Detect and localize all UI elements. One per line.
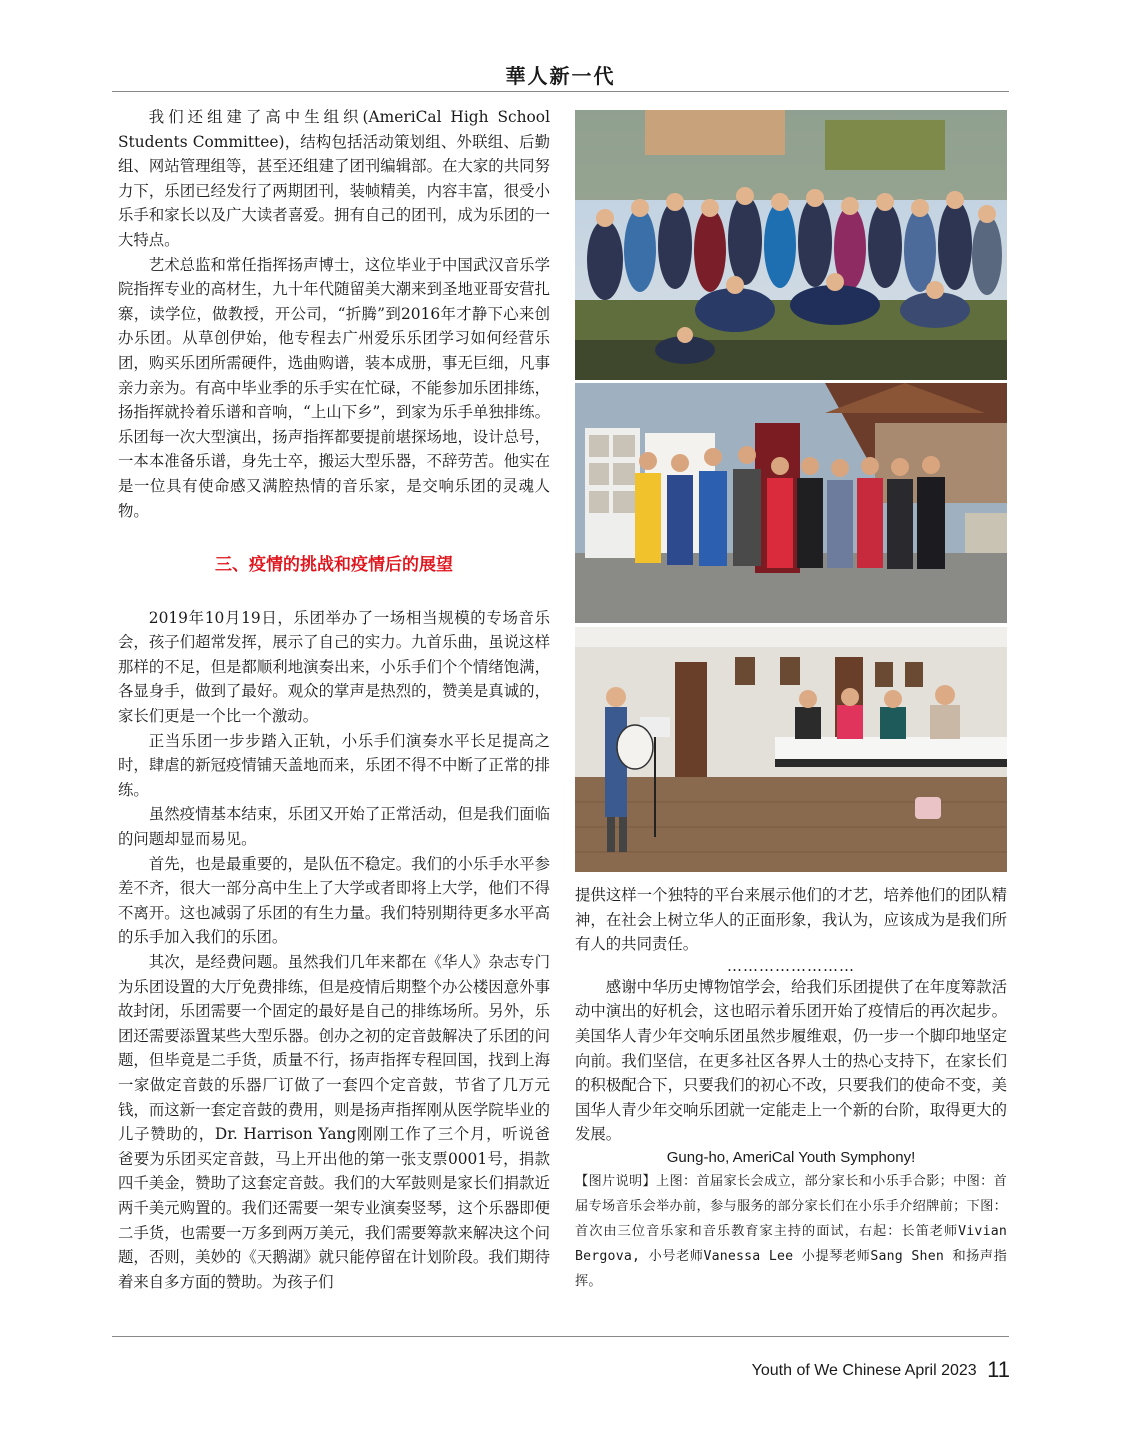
footer-divider bbox=[112, 1336, 1009, 1337]
header-divider bbox=[112, 91, 1009, 92]
page-header-title: 華人新一代 bbox=[505, 64, 616, 88]
group-photo-outdoor-icon bbox=[575, 110, 1007, 380]
page-number: 11 bbox=[987, 1357, 1010, 1382]
page-footer bbox=[720, 1357, 1010, 1383]
paragraph: 其次，是经费问题。虽然我们几年来都在《华人》杂志专门为乐团设置的大厅免费排练，但是疫情后期整个办公楼因意外事故封闭，乐团需要一个固定的最好是自己的排练场所。另外，乐团还需要添置某些大型乐器。创办之初的定音鼓解决了乐团的问题，但毕竟是二手货，质量不行，扬声指挥专程回国，找到上海一家做定音鼓的乐器厂订做了一套四个定音鼓，节省了几万元钱，而这新一套定音鼓的费用，则是扬声指挥刚从医学院毕业的儿子赞助的，Dr. Harrison Yang刚刚工作了三个月，听说爸爸要为乐团买定音鼓，马上开出他的第一张支票0001号，捐款四千美金，赞助了这套定音鼓。我们的大军鼓则是家长们捐款近两千美元购置的。我们还需要一架专业演奏竖琴，这个乐器即便二手货，也需要一万多到两万美元，我们需要筹款来解决这个问题，否则，美妙的《天鹅湖》就只能停留在计划阶段。我们期待着来自多方面的赞助。为孩子们 bbox=[118, 953, 550, 1291]
group-photo-exhibit-icon bbox=[575, 383, 1007, 623]
paragraph: 艺术总监和常任指挥扬声博士，这位毕业于中国武汉音乐学院指挥专业的高材生，九十年代随留美大潮来到圣地亚哥安营扎寨，读学位，做教授，开公司，“折腾”到2016年才静下心来创办乐团。从草创伊始，他专程去广州爱乐乐团学习如何经营乐团，购买乐团所需硬件，选曲购谱，装本成册，事无巨细，凡事亲力亲为。有高中毕业季的乐手实在忙碌，不能参加乐团排练，扬指挥就拎着乐谱和音响，“上山下乡”，到家为乐手单独排练。乐团每一次大型演出，扬声指挥都要提前堪探场地，设计总号，一本本准备乐谱，身先士卒，搬运大型乐器，不辞劳苦。他实在是一位具有使命感又满腔热情的音乐家，是交响乐团的灵魂人物。 bbox=[118, 255, 550, 520]
paragraph: 提供这样一个独特的平台来展示他们的才艺，培养他们的团队精神，在社会上树立华人的正面形象，我认为，应该成为是我们所有人的共同责任。 bbox=[575, 886, 1007, 954]
right-text-column bbox=[575, 883, 1007, 1294]
paragraph: 虽然疫情基本结束，乐团又开始了正常活动，但是我们面临的问题却显而易见。 bbox=[118, 805, 550, 849]
paragraph: 首先，也是最重要的，是队伍不稳定。我们的小乐手水平参差不齐，很大一部分高中生上了大学或者即将上大学，他们不得不离开。这也减弱了乐团的有生力量。我们特别期待更多水平高的乐手加入我们的乐团。 bbox=[118, 854, 550, 947]
issue-date: April 2023 bbox=[904, 1362, 977, 1379]
slogan: Gung-ho, AmeriCal Youth Symphony! bbox=[666, 1148, 916, 1166]
left-text-column bbox=[118, 105, 550, 1294]
photo-caption: 【图片说明】上图：首届家长会成立，部分家长和小乐手合影；中图：首届专场音乐会举办前，参与服务的部分家长们在小乐手介绍牌前；下图：首次由三位音乐家和音乐教育家主持的面试，右起：长笛老师Vivian Bergova, 小号老师Vanessa Lee 小提琴老师Sang Shen 和扬声指挥。 bbox=[575, 1173, 1007, 1289]
paragraph: 我们还组建了高中生组织(AmeriCal High School Students Committee)，结构包括活动策划组、外联组、后勤组、网站管理组等，甚至还组建了团刊编辑部。在大家的共同努力下，乐团已经发行了两期团刊，装帧精美，内容丰富，很受小乐手和家长以及广大读者喜爱。拥有自己的团刊，成为乐团的一大特点。 bbox=[118, 108, 550, 249]
separator-dots: …………………… bbox=[727, 956, 855, 975]
magazine-name: Youth of We Chinese bbox=[751, 1362, 902, 1379]
paragraph: 正当乐团一步步踏入正轨，小乐手们演奏水平长足提高之时，肆虐的新冠疫情铺天盖地而来，乐团不得不中断了正常的排练。 bbox=[118, 731, 550, 799]
paragraph: 2019年10月19日，乐团举办了一场相当规模的专场音乐会，孩子们超常发挥，展示了自己的实力。九首乐曲，虽说这样那样的不足，但是都顺利地演奏出来，小乐手们个个情绪饱满，各显身手，做到了最好。观众的掌声是热烈的，赞美是真诚的，家长们更是一个比一个激动。 bbox=[118, 608, 550, 726]
section-heading: 三、疫情的挑战和疫情后的展望 bbox=[215, 555, 453, 576]
audition-room-photo-icon bbox=[575, 627, 1007, 872]
paragraph: 感谢中华历史博物馆学会，给我们乐团提供了在年度筹款活动中演出的好机会，这也昭示着乐团开始了疫情后的再次起步。美国华人青少年交响乐团虽然步履维艰，仍一步一个脚印地坚定向前。我们坚信，在更多社区各界人士的热心支持下，在家长们的积极配合下，只要我们的初心不改，只要我们的使命不变，美国华人青少年交响乐团就一定能走上一个新的台阶，取得更大的发展。 bbox=[575, 977, 1007, 1144]
